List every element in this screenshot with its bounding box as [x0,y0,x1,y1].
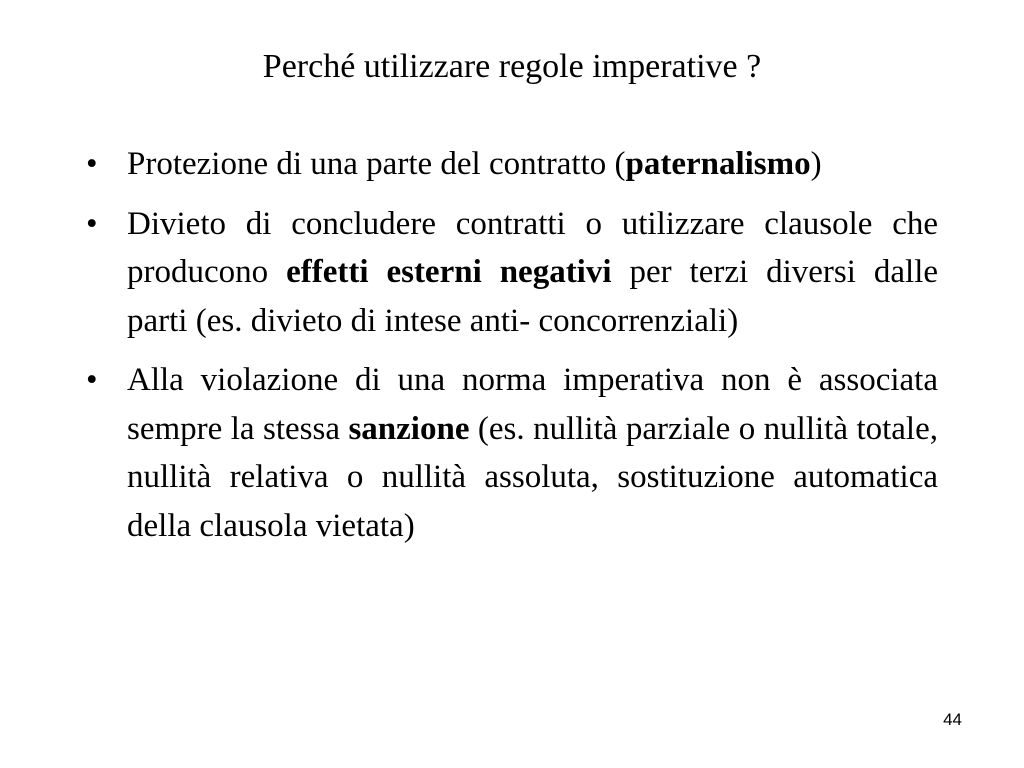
bullet-item-protezione [86,140,938,189]
slide-title: Perché utilizzare regole imperative ? [262,48,762,85]
bullet-text [127,362,938,544]
bullet-item-divieto [86,200,938,346]
bullet-text-part: ) [810,146,822,182]
bullet-text-part: (es. nullità parziale o nullità totale, nullità relativa o nullità assoluta, sostituzione automatica della clausola vietata) [127,410,938,544]
page-number: 44 [943,710,962,729]
bullet-icon: • [86,205,98,242]
bullet-text-bold: effetti esterni negativi [286,254,612,290]
bullet-icon: • [86,146,98,182]
bullet-text-bold: sanzione [348,410,470,447]
bullet-icon: • [86,362,98,398]
bullet-text-part: Alla violazione di una norma imperativa non è associata sempre la stessa [127,362,938,447]
bullet-item-violazione [86,356,938,550]
bullet-list [86,140,938,561]
bullet-text-part: Protezione di una parte del contratto ( [127,146,626,182]
bullet-text [127,146,822,182]
bullet-text-part: Divieto di concludere contratti o utilizzare clausole che producono [127,205,938,290]
bullet-text-part: per terzi diversi dalle parti (es. divieto di intese anti- concorrenziali) [127,254,939,339]
bullet-text-bold: paternalismo [625,146,811,182]
bullet-text [127,206,938,339]
